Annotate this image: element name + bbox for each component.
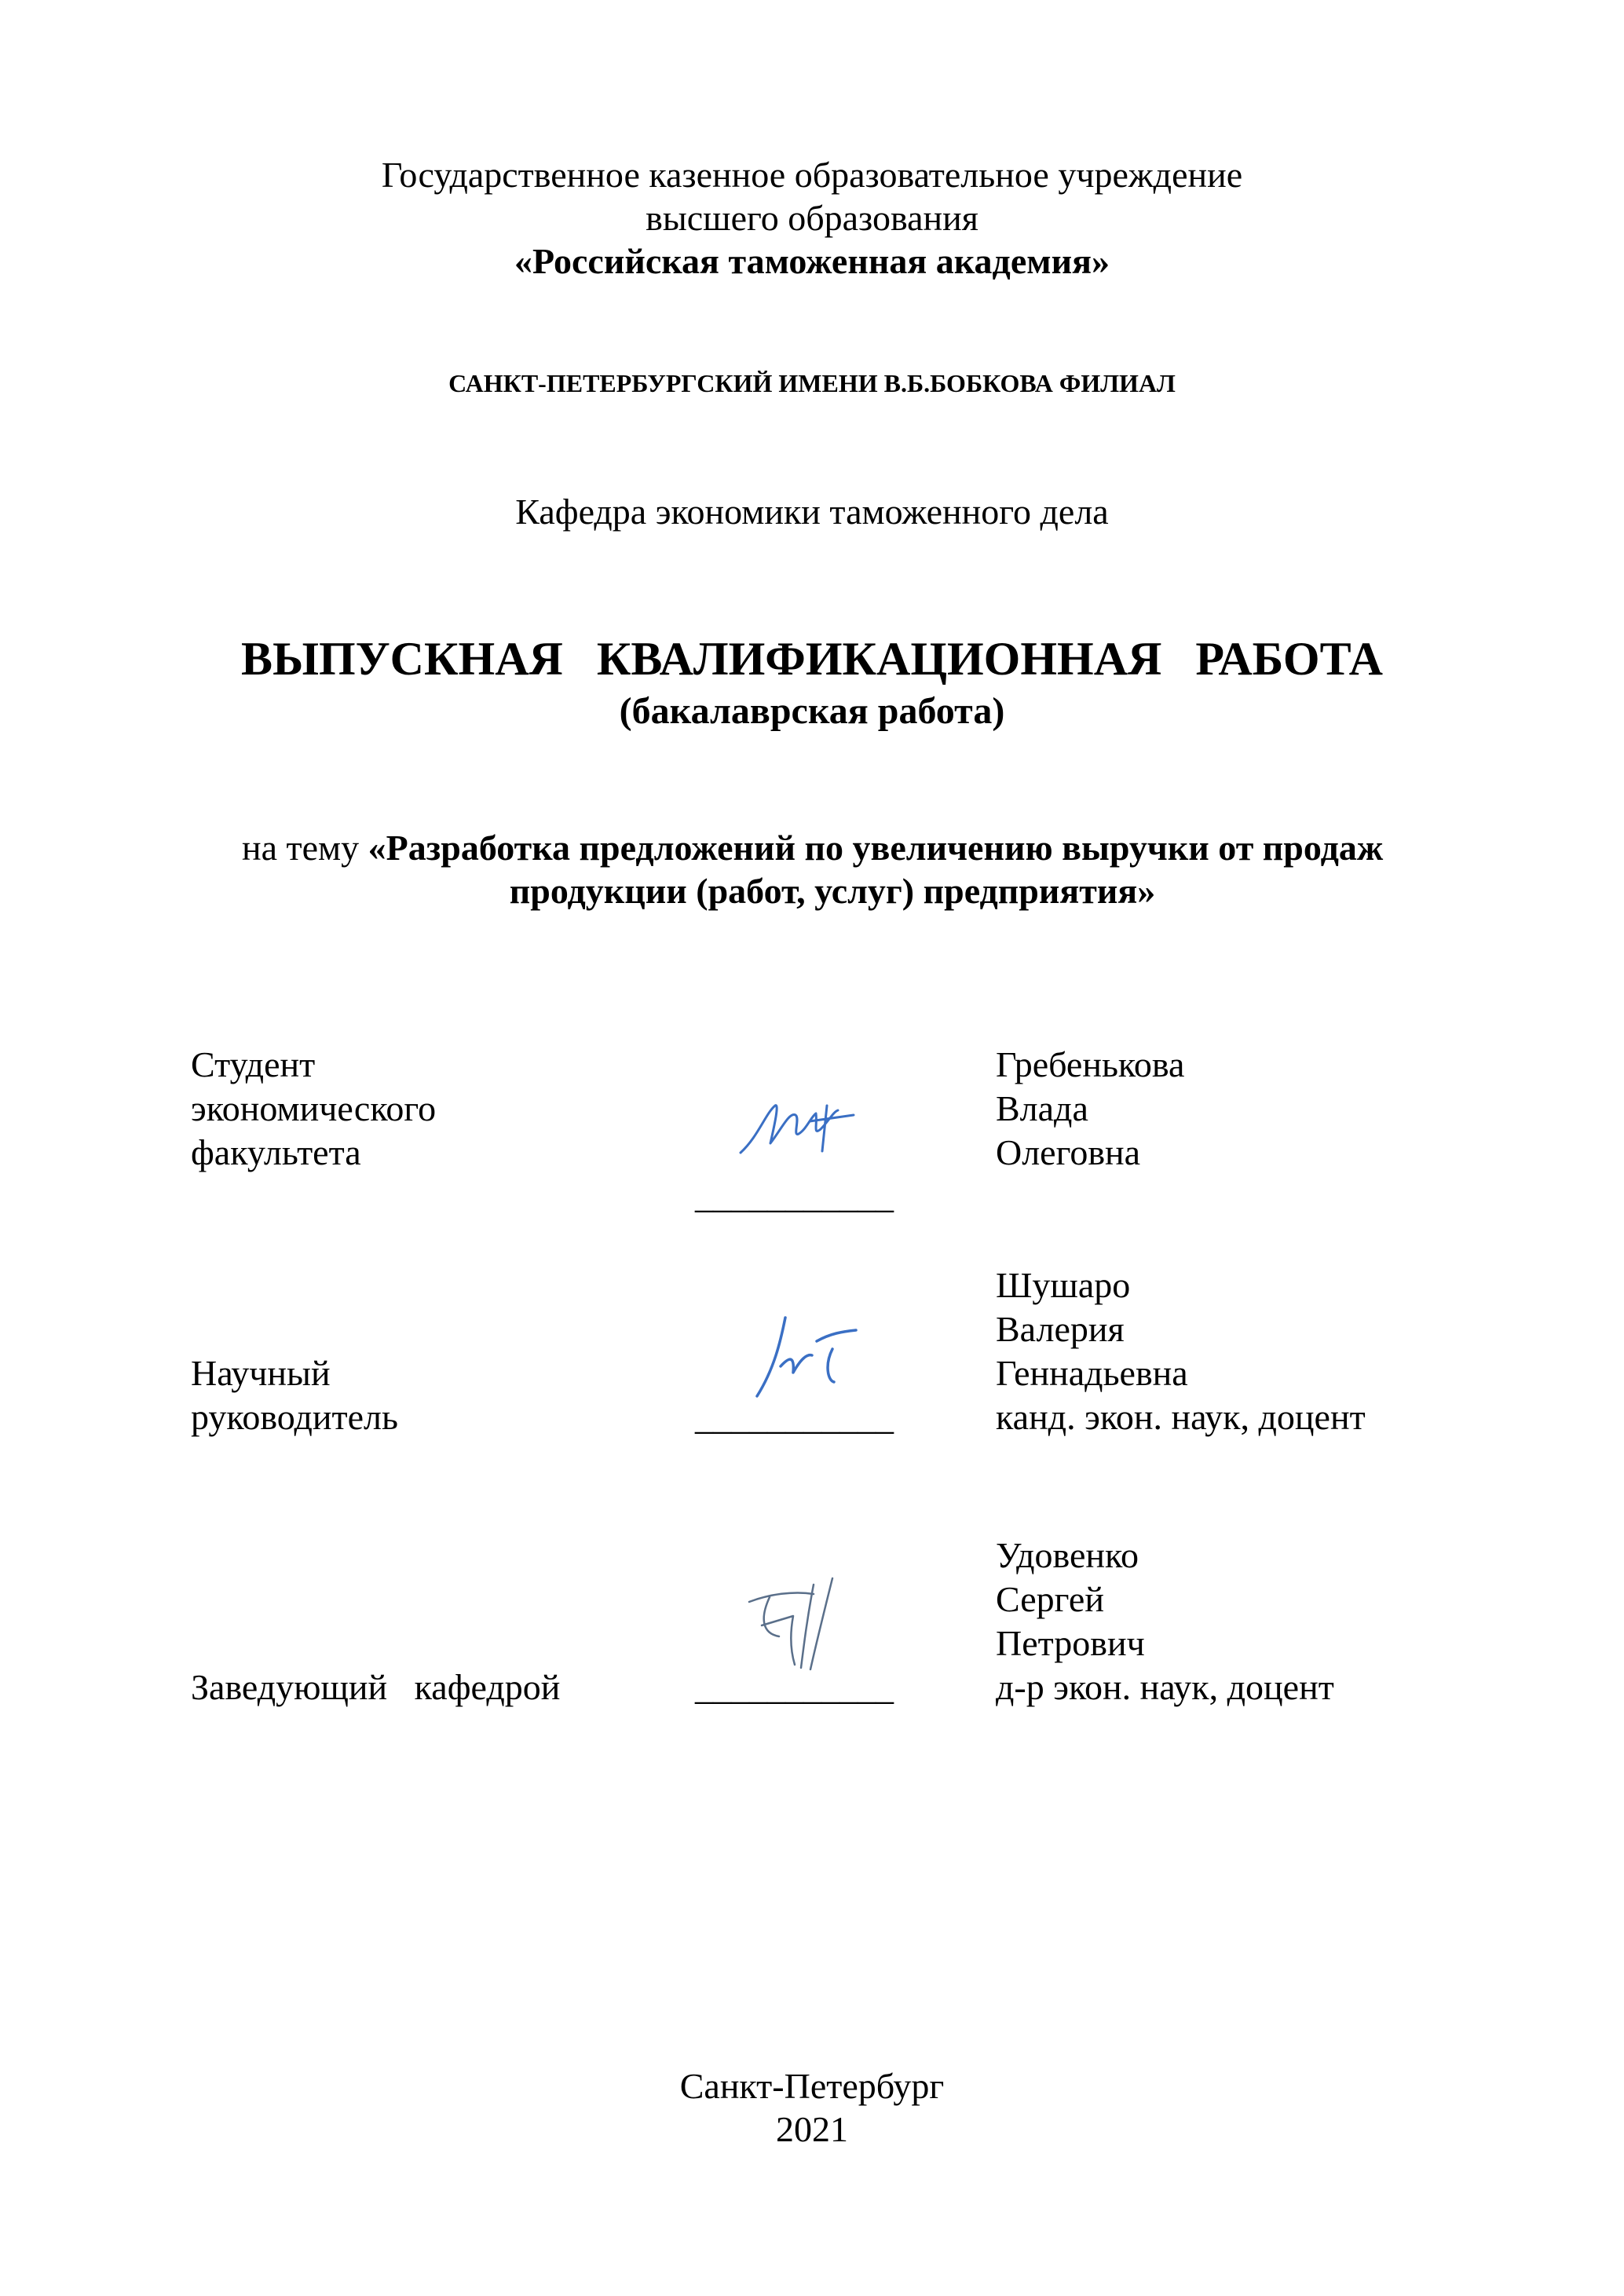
supervisor-role-line-1: Научный — [191, 1353, 331, 1393]
student-name — [996, 1043, 1184, 1175]
topic-line-2: продукции (работ, услуг) предприятия» — [509, 871, 1156, 911]
supervisor-name — [996, 1263, 1366, 1439]
supervisor-surname: Шушаро — [996, 1265, 1131, 1305]
student-role-line-3: факультета — [191, 1132, 361, 1172]
head-degree: д-р экон. наук, доцент — [996, 1667, 1334, 1707]
student-signature-line: ___________ — [695, 1175, 894, 1216]
city: Санкт-Петербург — [679, 2066, 945, 2106]
topic-line-1 — [242, 826, 1383, 870]
student-role — [191, 1043, 436, 1175]
document-title: ВЫПУСКНАЯ КВАЛИФИКАЦИОННАЯ РАБОТА — [241, 633, 1383, 685]
org-name: «Российская таможенная академия» — [514, 241, 1110, 281]
supervisor-signature — [746, 1310, 864, 1404]
branch-name: САНКТ-ПЕТЕРБУРГСКИЙ ИМЕНИ В.Б.БОБКОВА ФИЛИАЛ — [448, 369, 1176, 397]
supervisor-degree: канд. экон. наук, доцент — [996, 1397, 1366, 1437]
head-name — [996, 1534, 1334, 1709]
student-role-line-1: Студент — [191, 1044, 316, 1084]
head-signature — [738, 1570, 856, 1673]
year: 2021 — [776, 2109, 848, 2149]
supervisor-signature-line: ___________ — [695, 1397, 894, 1437]
org-line-2: высшего образования — [646, 198, 978, 238]
head-signature-line: ___________ — [695, 1667, 894, 1707]
topic-prefix: на тему — [242, 828, 368, 868]
supervisor-role-line-2: руководитель — [191, 1397, 398, 1437]
topic-title-1: «Разработка предложений по увеличению выручки от продаж — [368, 828, 1384, 868]
head-surname: Удовенко — [996, 1535, 1139, 1575]
supervisor-role — [191, 1351, 398, 1439]
student-signature — [734, 1082, 860, 1168]
student-surname: Гребенькова — [996, 1044, 1185, 1084]
supervisor-first-name: Валерия — [996, 1309, 1125, 1349]
student-first-name: Влада — [996, 1088, 1088, 1128]
org-line-1: Государственное казенное образовательное учреждение — [381, 155, 1243, 195]
document-subtitle: (бакалаврская работа) — [619, 690, 1005, 732]
student-patronymic: Олеговна — [996, 1132, 1141, 1172]
student-role-line-2: экономического — [191, 1088, 437, 1128]
head-role — [191, 1665, 560, 1709]
head-patronymic: Петрович — [996, 1623, 1145, 1663]
head-role-text: Заведующий кафедрой — [191, 1667, 561, 1707]
department-name: Кафедра экономики таможенного дела — [515, 492, 1109, 532]
head-first-name: Сергей — [996, 1579, 1104, 1619]
supervisor-patronymic: Геннадьевна — [996, 1353, 1188, 1393]
